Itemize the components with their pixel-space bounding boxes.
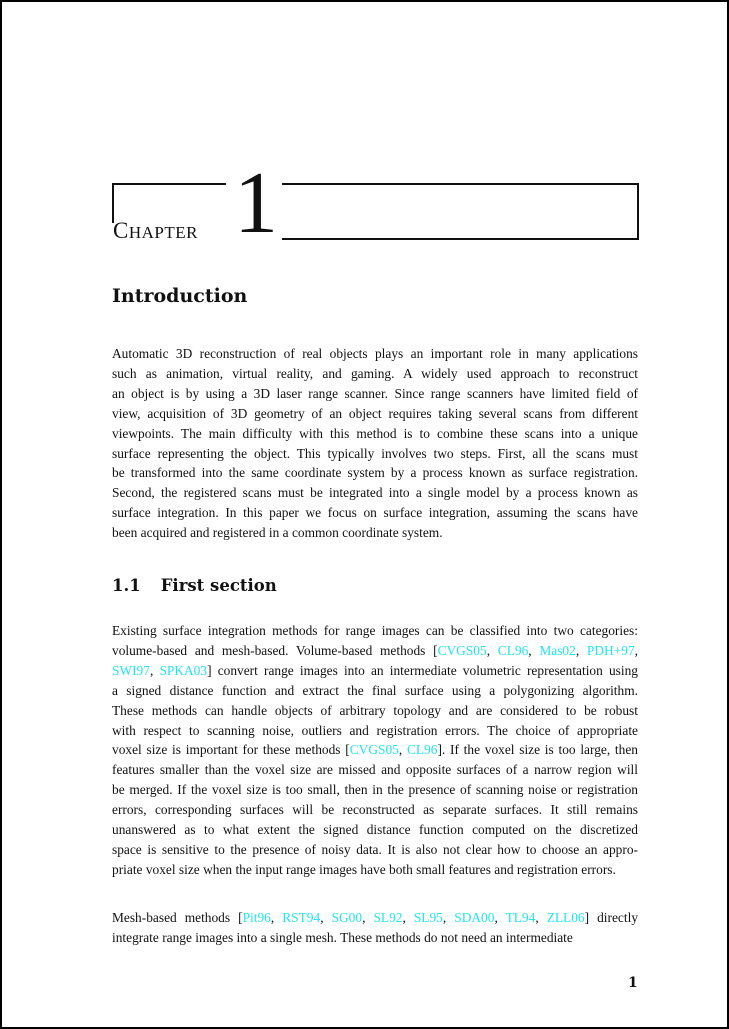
paragraph-1-line [112,483,638,503]
text-run: , [486,642,498,658]
paragraph-2-line [112,860,638,880]
text-run: , [528,642,540,658]
citation-link[interactable]: SG00 [331,910,363,925]
text-run: features smaller than the voxel size are missed and opposite surfaces of a narrow region will [112,762,638,778]
citation-link[interactable]: SDA00 [454,910,495,925]
text-run: These methods can handle objects of arbitrary topology and are considered to be robust [112,702,638,718]
chapter-label-rest: HAPTER [128,223,198,242]
paragraph-2-line [112,820,638,840]
citation-link[interactable]: SPKA03 [159,662,208,678]
text-run: , [398,742,407,758]
paragraph-1-line [112,364,638,384]
section-title: First section [160,576,277,595]
paragraph-3-line [112,928,638,948]
text-run: view, acquisition of 3D geometry of an object requires taking several scans from different [112,405,638,421]
text-run: , [270,910,283,925]
citation-link[interactable]: CVGS05 [349,742,399,758]
paragraph-1-line [112,424,638,444]
text-run: voxel size is important for these methods [ [112,742,350,758]
text-run: Mesh-based methods [ [112,910,243,925]
chapter-rule-top-left [112,183,226,185]
citation-link[interactable]: ZLL06 [546,910,585,925]
paragraph-2-line [112,840,638,860]
paragraph-2-line [112,740,638,760]
chapter-rule-top-right [282,183,639,185]
text-run: Existing surface integration methods for range images can be classified into two categories: [112,623,638,638]
text-run: unanswered as to what extent the signed distance function computed on the discretized [112,822,638,837]
text-run: surface representing the object. This typically involves two steps. First, all the scans must [112,445,638,461]
text-run: with respect to scanning noise, outliers and registration errors. The choice of appropriate [112,722,638,738]
citation-link[interactable]: RST94 [282,910,321,925]
citation-link[interactable]: CVGS05 [437,642,487,658]
text-run: viewpoints. The main difficulty with this method is to combine these scans into a unique [112,425,638,441]
section-number: 1.1 [112,576,141,595]
chapter-label [113,218,198,244]
text-run: , [320,910,332,925]
text-run: errors, corresponding surfaces will be reconstructed as separate surfaces. It still remains [112,802,638,818]
citation-link[interactable]: SL92 [373,910,403,925]
citation-link[interactable]: Pit96 [242,910,271,925]
paragraph-1-line [112,444,638,464]
paragraph-1-line [112,384,638,404]
paragraph-2-line [112,701,638,721]
text-run: surface integration. In this paper we focus on surface integration, assuming the scans have [112,505,638,521]
paragraph-1-line [112,404,638,424]
text-run: ]. If the voxel size is too large, then [437,742,638,758]
paragraph-1-line [112,344,638,364]
chapter-rule-bottom [282,238,639,240]
text-run: be merged. If the voxel size is too small, then in the presence of scanning noise or registration [112,782,638,798]
page-number: 1 [628,975,638,991]
citation-link[interactable]: CL96 [406,742,438,758]
paragraph-2-line [112,800,638,820]
chapter-label-initial: C [113,218,129,243]
paragraph-2-line [112,661,638,681]
text-run: , [535,910,547,925]
citation-link[interactable]: SL95 [413,910,443,925]
paragraph-1-line [112,503,638,523]
paragraph-2-line [112,621,638,641]
citation-link[interactable]: TL94 [505,910,536,925]
text-run: , [575,642,587,658]
text-run: priate voxel size when the input range images have both small features and registration errors. [112,861,616,877]
text-run: ] convert range images into an intermediate volumetric representation using [207,662,638,678]
text-run: be transformed into the same coordinate system by a process known as surface registration. [112,465,638,481]
paragraph-2-line [112,721,638,741]
section-heading [112,576,277,595]
citation-link[interactable]: SWI97 [112,662,150,678]
text-run: Automatic 3D reconstruction of real objects plays an important role in many applications [112,346,638,361]
text-run: been acquired and registered in a common coordinate system. [112,525,443,541]
text-run: space is sensitive to the presence of noisy data. It is also not clear how to choose an appro- [112,841,638,857]
text-run: , [402,910,414,925]
text-run: , [634,642,638,658]
paragraph-2-line [112,641,638,661]
chapter-number: 1 [234,155,278,252]
text-run: an object is by using a 3D laser range scanner. Since range scanners have limited field of [112,385,638,401]
chapter-rule-right [637,183,639,240]
chapter-rule-left [112,183,114,223]
paragraph-1-line [112,523,638,543]
citation-link[interactable]: Mas02 [539,642,576,658]
text-run: a signed distance function and extract the final surface using a polygonizing algorithm. [112,682,638,698]
text-run: , [149,662,160,678]
paragraph-1-line [112,463,638,483]
citation-link[interactable]: PDH+97 [586,642,635,658]
text-run: integrate range images into a single mesh. These methods do not need an intermediate [112,929,573,945]
paragraph-3-line [112,908,638,928]
text-run: , [442,910,455,925]
text-run: ] directly [584,910,639,925]
paragraph-2-line [112,780,638,800]
chapter-title: Introduction [112,285,248,307]
text-run: , [494,910,506,925]
citation-link[interactable]: CL96 [497,642,529,658]
paragraph-2-line [112,760,638,780]
text-run: , [362,910,374,925]
paragraph-2-line [112,681,638,701]
text-run: Second, the registered scans must be integrated into a single model by a process known as [112,485,638,501]
text-run: such as animation, virtual reality, and gaming. A widely used approach to reconstruct [112,365,638,381]
text-run: volume-based and mesh-based. Volume-based methods [ [112,642,438,658]
